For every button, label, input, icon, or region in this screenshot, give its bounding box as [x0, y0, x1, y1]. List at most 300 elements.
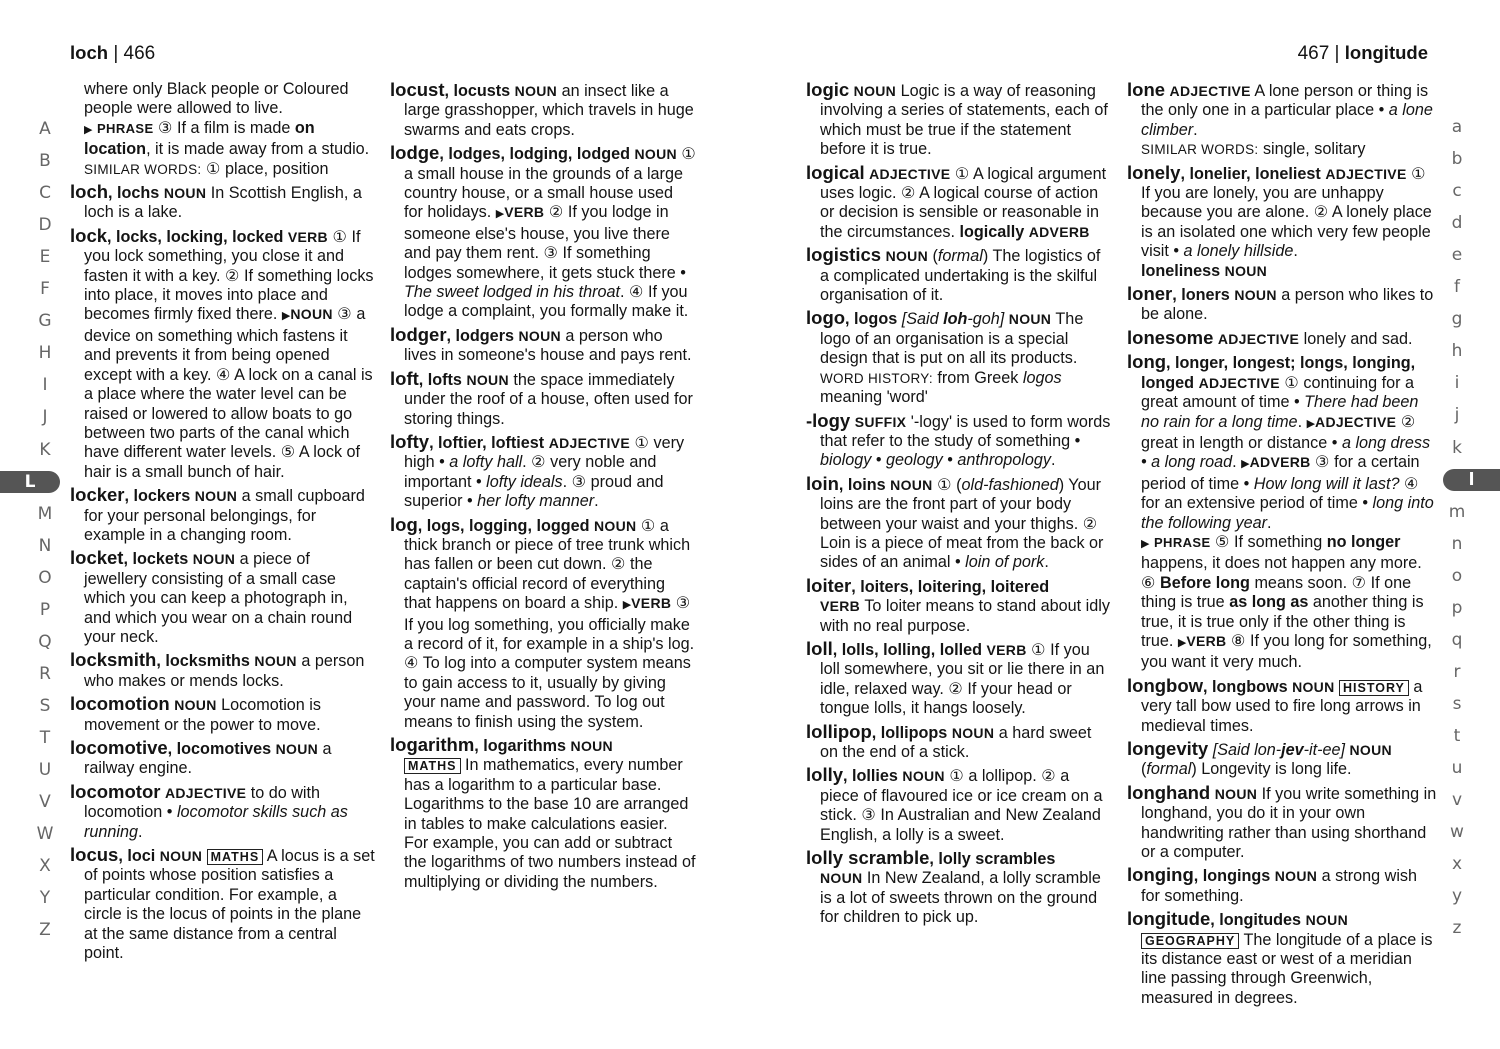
definition: ① a small house in the grounds of a large country house, or a small house used for holidays.	[404, 145, 696, 222]
thumb-index-letter-Z: Z	[39, 920, 51, 941]
pronunciation-stress: jev	[1281, 741, 1304, 759]
pos-label: NOUN	[159, 848, 203, 865]
example: long into the following year	[1141, 494, 1434, 532]
entry-logy	[806, 411, 1111, 471]
example: How long will it last?	[1253, 474, 1400, 493]
example: her lofty manner	[477, 492, 595, 511]
thumb-index-letter-W: W	[36, 824, 54, 845]
definition: a person who likes to be alone.	[1141, 286, 1434, 324]
phrase: Before long	[1160, 573, 1250, 592]
pos-label: VERB	[1186, 632, 1227, 649]
entry-longing	[1127, 865, 1437, 906]
forms: , lockets	[123, 550, 193, 569]
similar-words-list: ① place, position	[201, 159, 329, 178]
entry-loch	[70, 182, 375, 223]
headword: longhand	[1127, 781, 1211, 803]
thumb-index-letter-K: K	[39, 439, 51, 460]
entry-continuation	[70, 119, 375, 160]
triangle-icon: ▶	[1177, 636, 1187, 649]
thumb-index-letter-y: y	[1451, 886, 1463, 907]
entry-lollipop	[806, 722, 1111, 763]
headword: longitude	[1127, 908, 1211, 930]
column-2	[390, 80, 696, 892]
definition: a hard sweet on the end of a stick.	[820, 723, 1092, 761]
thumb-index-letter-d: d	[1451, 213, 1463, 234]
definition: In Scottish English, a loch is a lake.	[84, 184, 362, 222]
definition: ④ for an extensive period of time •	[1141, 474, 1419, 513]
definition: means soon. ⑦ If one thing is true	[1141, 573, 1412, 612]
entry-longevity: longevity [Said lon-jev-it-ee] NOUN (formal) Longevity is long life.	[1127, 738, 1392, 779]
triangle-icon: ▶	[1306, 417, 1316, 430]
forms: , loners	[1172, 286, 1235, 305]
headword: logic	[806, 79, 850, 100]
thumb-index-letter-B: B	[39, 151, 51, 172]
definition: Longevity is long life.	[1196, 760, 1352, 779]
pos-label: NOUN	[1274, 868, 1318, 885]
pos-label: NOUN	[174, 697, 217, 714]
definition: ① If you lock something, you close it and fasten it with a key. ② If something locks into place, it moves into place and becomes firmly fixed there.	[84, 227, 374, 324]
entry-logarithm	[390, 735, 696, 892]
thumb-index-letter-a: a	[1451, 117, 1463, 137]
thumb-index-letter-X: X	[39, 856, 51, 877]
thumb-index-letter-f: f	[1454, 277, 1460, 298]
headword: locomotive	[70, 737, 168, 758]
headword: loft	[390, 367, 419, 389]
forms: , lodges, lodging, lodged	[439, 145, 635, 164]
definition: ① a lollipop. ② a piece of flavoured ice or ice cream on a stick. ③ In Australian and New Zealand English, a lolly is a sweet.	[820, 767, 1103, 844]
forms: , longbows	[1203, 677, 1293, 696]
headword: lodge	[390, 142, 440, 164]
headword: locomotor	[70, 780, 161, 802]
definition: Your loins are the front part of your body between your waist and your thighs. ② Loin is a piece of meat from the back or sides of an animal •	[820, 475, 1104, 572]
subject-label: HISTORY	[1339, 680, 1409, 696]
thumb-index-letter-e: e	[1451, 245, 1463, 266]
entry-lock	[70, 226, 375, 482]
thumb-index-letter-M: M	[37, 503, 53, 524]
entry-loin: loin, loins NOUN ① (old-fashioned) Your loins are the front part of your body between your waist and your thighs. ② Loin is a piece of meat from the back or sides of an animal • loin of pork.	[806, 472, 1104, 572]
definition: The logo of an organisation is a special design that is put on all its products.	[820, 310, 1084, 368]
pos-label: NOUN	[594, 517, 637, 534]
punctuation: .	[594, 492, 599, 511]
headword: locomotion	[70, 693, 170, 715]
phrase: no longer	[1326, 532, 1401, 551]
definition: ⑤ If something	[1210, 532, 1327, 551]
pos-label: NOUN	[853, 83, 897, 99]
entry-logistics: logistics NOUN (formal) The logistics of a complicated undertaking is the skilful organisation of it.	[806, 244, 1101, 305]
running-head-left	[70, 42, 155, 65]
headword: locker	[70, 484, 125, 506]
separator: |	[113, 43, 124, 64]
forms: , lollies	[843, 767, 903, 786]
headword: logical	[806, 161, 865, 183]
pos-label: NOUN	[466, 371, 509, 388]
pos-label: ADJECTIVE	[1315, 413, 1397, 430]
forms: , lollipops	[871, 723, 952, 742]
pos-label: NOUN	[518, 327, 561, 344]
pos-label: ADJECTIVE	[548, 434, 630, 451]
forms: , logarithms	[474, 737, 571, 755]
headword: logistics	[806, 244, 882, 266]
headword: logo	[806, 307, 846, 329]
entry-lone	[1127, 80, 1437, 160]
entry-locomotion	[70, 694, 375, 735]
entry-longitude	[1127, 909, 1437, 1008]
thumb-index-letter-U: U	[38, 760, 52, 780]
entry-lodge	[390, 143, 696, 322]
definition: to do with locomotion •	[84, 783, 321, 822]
thumb-index-letter-b: b	[1451, 149, 1463, 170]
entry-longbow	[1127, 676, 1437, 736]
headword: locket	[70, 547, 124, 569]
definition: another thing is true, it is true only if the other thing is true.	[1141, 593, 1424, 650]
thumb-index-letter-V: V	[39, 792, 51, 813]
thumb-index-letter-H: H	[38, 343, 52, 364]
forms: , loci	[118, 847, 160, 866]
word-history-label: WORD HISTORY:	[820, 370, 933, 386]
headword: loiter	[806, 574, 852, 596]
thumb-index-letter-z: z	[1452, 918, 1462, 939]
thumb-index-letter-T: T	[39, 727, 51, 748]
running-head-right	[1298, 42, 1428, 65]
definition: The logistics of a complicated undertaking is the skilful organisation of it.	[820, 247, 1101, 305]
pos-label: NOUN	[1305, 912, 1348, 929]
thumb-index-letter-N: N	[38, 535, 52, 556]
pos-label: VERB	[986, 641, 1027, 658]
headword: loner	[1127, 283, 1173, 305]
forms: , logs, logging, logged	[417, 516, 594, 535]
thumb-index-letter-h: h	[1451, 341, 1463, 362]
entry-lolly	[806, 765, 1111, 845]
thumb-index-letter-G: G	[38, 311, 52, 332]
entry-lolly-scramble	[806, 848, 1111, 928]
definition: '-logy' is used to form words that refer to the study of something •	[820, 412, 1111, 450]
thumb-index-letter-u: u	[1451, 758, 1463, 778]
entry-locomotor	[70, 782, 375, 842]
similar-words-list: single, solitary	[1258, 140, 1366, 159]
entry-logical	[806, 163, 1111, 243]
entry-locksmith	[70, 650, 375, 691]
thumb-index-letter-r: r	[1453, 661, 1461, 682]
thumb-index-letter-F: F	[40, 279, 50, 300]
definition: Logic is a way of reasoning involving a series of statements, each of which must be true if the statement before it is true.	[820, 82, 1108, 159]
entry-loner	[1127, 284, 1437, 325]
thumb-index-letter-D: D	[38, 215, 52, 236]
phrase: on location	[84, 118, 315, 159]
punctuation: .	[1193, 120, 1198, 139]
headword: locust	[390, 79, 445, 100]
entry-lonesome	[1127, 328, 1437, 349]
thumb-index-letter-v: v	[1451, 790, 1463, 811]
thumb-index-letter-A: A	[39, 119, 51, 139]
definition: ③ a device on something which fastens it and prevents it from being opened except with a key. ④ A lock on a canal is a place where the water level can be raised or lowered to allow boats to go between two parts of the canal which have different water levels. ⑤ A lock of hair is a small bunch of hair.	[84, 305, 373, 481]
definition: happens, it does not happen any more. ⑥	[1141, 554, 1422, 592]
pos-label: NOUN	[514, 83, 558, 99]
definition: a strong wish for something.	[1141, 867, 1418, 905]
definition: ③ If a film is made	[153, 118, 295, 137]
column-3	[806, 80, 1111, 928]
punctuation: .	[1266, 513, 1272, 532]
definition: ① a thick branch or piece of tree trunk which has fallen or been cut down. ② the captain's official record of everything that happens on board a ship.	[404, 516, 691, 613]
definition: a person who makes or mends locks.	[84, 652, 365, 690]
pos-label: NOUN	[1008, 311, 1052, 328]
headword: lone	[1127, 79, 1166, 100]
pos-label: NOUN	[275, 741, 319, 757]
definition: . ② very noble and important •	[404, 453, 657, 491]
definition: ⑧ If you long for something, you want it very much.	[1141, 631, 1432, 672]
pronunciation: -it-ee]	[1303, 741, 1350, 759]
headword: locus	[70, 844, 119, 866]
definition: lonely and sad.	[1299, 329, 1413, 348]
headword: lolly scramble	[806, 847, 930, 869]
pos-label: ADJECTIVE	[1325, 165, 1407, 182]
example: a lofty hall	[449, 453, 523, 472]
pos-label: VERB	[504, 204, 545, 221]
pos-label: NOUN	[570, 738, 613, 754]
usage-label: formal	[1146, 760, 1192, 779]
definition: ① A logical argument uses logic. ② A logical course of action or decision is sensible or reasonable in the circumstances.	[820, 164, 1107, 241]
pos-label: NOUN	[1234, 287, 1277, 304]
similar-words-label: SIMILAR WORDS:	[84, 161, 202, 177]
example: loin of pork	[965, 553, 1045, 572]
headword: long	[1127, 351, 1167, 373]
punctuation: .	[1297, 412, 1303, 431]
pos-label: NOUN	[163, 185, 207, 202]
triangle-icon: ▶	[495, 208, 505, 221]
entry-logic	[806, 80, 1111, 160]
entry-lonely	[1127, 163, 1437, 281]
punctuation: .	[1232, 453, 1237, 472]
thumb-index-letter-O: O	[38, 567, 52, 588]
definition: ① continuing for a great amount of time •	[1141, 373, 1415, 412]
usage-label: formal	[937, 247, 983, 266]
definition: a person who lives in someone's house and pays rent.	[404, 326, 692, 365]
similar-words-label: SIMILAR WORDS:	[1141, 142, 1259, 158]
pronunciation: -goh]	[967, 310, 1009, 329]
thumb-index-letter-S: S	[39, 695, 51, 716]
thumb-index-letter-Y: Y	[39, 888, 51, 909]
headword: lolly	[806, 764, 844, 786]
forms: , locksmiths	[156, 652, 255, 671]
pos-label: PHRASE	[1153, 534, 1211, 550]
example: a lone climber	[1141, 101, 1433, 139]
definition: Locomotion is movement or the power to move.	[84, 696, 321, 734]
pos-label: PHRASE	[96, 120, 154, 136]
forms: , lolly scrambles	[929, 850, 1056, 869]
definition: a piece of jewellery consisting of a small case which you can keep a photograph in, and which you wear on a chain round your neck.	[84, 550, 353, 646]
subject-label: MATHS	[207, 849, 264, 865]
pronunciation: [Said	[901, 310, 944, 329]
forms: , lofts	[418, 370, 467, 389]
definition: In mathematics, every number has a logarithm to a particular base. Logarithms to the base 10 are arranged in tables to make calculations easier. For example, you can add or subtract the logarithms of two numbers instead of multiplying or dividing the numbers.	[404, 756, 696, 891]
thumb-index-letter-x: x	[1451, 854, 1463, 875]
thumb-index-letter-I: I	[42, 375, 48, 396]
page-number: 466	[123, 43, 156, 64]
triangle-icon: ▶	[1241, 458, 1250, 471]
pos-label: NOUN	[194, 488, 238, 505]
example: biology • geology • anthropology	[820, 451, 1051, 470]
derived-word: logically	[959, 222, 1025, 241]
thumb-index-letter-o: o	[1451, 565, 1463, 586]
pos-label: NOUN	[951, 724, 995, 741]
word-history: meaning 'word'	[820, 388, 928, 407]
entry-lodger	[390, 325, 696, 366]
punctuation: .	[1050, 451, 1056, 470]
pos-label: NOUN	[634, 146, 677, 163]
pos-label: NOUN	[254, 653, 297, 670]
guide-word: longitude	[1344, 42, 1428, 63]
thumb-index-letter-P: P	[39, 599, 51, 620]
thumb-index-letter-l: l	[1443, 469, 1500, 491]
thumb-index-letter-Q: Q	[38, 631, 52, 652]
thumb-index-letter-w: w	[1450, 822, 1464, 843]
derived-word: loneliness	[1141, 261, 1221, 280]
thumb-index-letter-L: L	[0, 471, 60, 493]
thumb-index-letter-k: k	[1452, 437, 1462, 458]
definition: If you write something in longhand, you do it in your own handwriting rather than using shorthand or a computer.	[1141, 784, 1437, 862]
definition: A locus is a set of points whose position satisfies a particular condition. For example, a circle is the locus of points in the plane at the same distance from a central point.	[84, 847, 375, 963]
thumb-index-letter-n: n	[1451, 533, 1463, 554]
headword: loin	[806, 472, 839, 494]
thumb-index-letter-s: s	[1452, 693, 1462, 714]
definition: ② great in length or distance •	[1141, 412, 1416, 452]
pos-label: NOUN	[902, 768, 945, 785]
phrase: as long as	[1229, 593, 1309, 612]
usage-label: old-fashioned	[961, 475, 1059, 494]
headword: -logy	[806, 409, 851, 431]
entry-loft	[390, 369, 696, 429]
entry-locomotive	[70, 738, 375, 779]
example: a long dress • a long road	[1141, 433, 1431, 472]
pos-label: VERB	[287, 228, 328, 245]
definition: a very tall bow used to fire long arrows in medieval times.	[1141, 677, 1423, 735]
column-4	[1127, 80, 1437, 1008]
triangle-icon: ▶	[281, 310, 291, 323]
thumb-index-letter-R: R	[39, 663, 51, 684]
definition: , it is made away from a studio.	[146, 140, 370, 159]
pos-label: VERB	[631, 595, 672, 612]
definition: an insect like a large grasshopper, which travels in huge swarms and eats crops.	[404, 82, 694, 139]
pos-label: NOUN	[820, 870, 863, 887]
pos-label: ADVERB	[1028, 223, 1090, 240]
thumb-index-letter-j: j	[1454, 405, 1460, 426]
definition: ① If you are lonely, you are unhappy because you are alone. ② A lonely place is an isolated one which very few people visit •	[1141, 164, 1432, 261]
entry-log	[390, 515, 696, 732]
pos-label: ADJECTIVE	[164, 784, 247, 801]
pos-label: SUFFIX	[854, 413, 907, 430]
forms: , loiters, loitering, loitered	[851, 577, 1050, 596]
headword: longbow	[1127, 674, 1204, 696]
headword: lofty	[390, 430, 430, 452]
definition: In New Zealand, a lolly scramble is a lot of sweets thrown on the ground for children to pick up.	[820, 869, 1101, 927]
forms: , logos	[845, 310, 902, 329]
definition: The longitude of a place is its distance east or west of a meridian line passing through Greenwich, measured in degrees.	[1141, 930, 1433, 1007]
definition: . ③ proud and superior •	[404, 472, 664, 511]
headword: lonely	[1127, 161, 1181, 183]
headword: logarithm	[390, 734, 475, 755]
thumb-index-letter-i: i	[1454, 373, 1460, 394]
pos-label: VERB	[820, 598, 861, 615]
headword: lock	[70, 224, 108, 246]
forms: , lochs	[108, 184, 164, 203]
definition: ① very high •	[404, 433, 685, 472]
pos-label: ADJECTIVE	[1169, 83, 1251, 99]
forms: , loins	[838, 475, 891, 494]
subject-label: MATHS	[404, 758, 461, 774]
entry-longhand	[1127, 783, 1437, 863]
thumb-index-letter-c: c	[1452, 181, 1462, 202]
triangle-icon: ▶	[1141, 537, 1150, 550]
headword: longevity	[1127, 738, 1209, 759]
triangle-icon: ▶	[622, 599, 632, 612]
page-number: 467	[1297, 43, 1330, 64]
example: a lonely hillside	[1183, 242, 1294, 261]
column-1	[70, 80, 375, 963]
similar-words	[70, 160, 375, 179]
headword: locksmith	[70, 649, 157, 671]
definition: . ④ If you lodge a complaint, you formally make it.	[404, 283, 689, 321]
definition: ③ for a certain period of time •	[1141, 453, 1420, 493]
forms: , loftier, loftiest	[429, 433, 549, 452]
definition: the space immediately under the roof of a house, often used for storing things.	[404, 370, 693, 428]
entry-continuation	[70, 80, 375, 119]
forms: , longer, longest; longs, longing, longed	[1141, 354, 1416, 392]
definition: ① If you loll somewhere, you sit or lie there in an idle, relaxed way. ② If your head or tongue lolls, it hangs loosely.	[820, 640, 1105, 718]
forms: , longings	[1193, 867, 1275, 886]
pos-label: NOUN	[885, 248, 928, 265]
thumb-index-letter-p: p	[1451, 597, 1463, 618]
entry-long	[1127, 352, 1437, 673]
subject-label: GEOGRAPHY	[1141, 933, 1239, 949]
entry-loiter	[806, 576, 1111, 636]
separator: |	[1334, 43, 1345, 64]
punctuation: .	[1044, 553, 1049, 572]
pos-label: NOUN	[192, 551, 236, 568]
definition: ② If you lodge in someone else's house, you live there and pay them rent. ③ If something lodges somewhere, it gets stuck there •	[404, 203, 686, 282]
pos-label: NOUN	[1292, 678, 1335, 695]
thumb-index-letter-m: m	[1448, 501, 1466, 522]
pos-label: NOUN	[1224, 262, 1268, 279]
pronunciation-stress: loh	[943, 310, 968, 329]
entry-lofty	[390, 432, 696, 512]
example: lofty ideals	[486, 472, 563, 491]
entry-locket	[70, 548, 375, 647]
punctuation: .	[138, 822, 143, 841]
forms: , lockers	[124, 487, 195, 506]
thumb-index-letter-J: J	[42, 407, 48, 428]
definition: where only Black people or Coloured people were allowed to live.	[84, 80, 349, 118]
entry-locust	[390, 80, 696, 140]
pos-label: ADVERB	[1249, 454, 1311, 471]
forms: , lolls, lolling, lolled	[832, 640, 987, 659]
thumb-index-letter-C: C	[39, 183, 51, 204]
triangle-icon: ▶	[84, 123, 93, 136]
example: The sweet lodged in his throat	[404, 283, 620, 302]
definition: ③ If you log something, you officially make a record of it, for example in a ship's log. ④ To log into a computer system means to gain access to it, usually by giving your name and password. To log out means to finish using the system.	[404, 594, 695, 731]
entry-locus	[70, 845, 375, 963]
pos-label: NOUN	[1349, 742, 1392, 758]
entry-logo	[806, 308, 1111, 407]
pos-label: ADJECTIVE	[1217, 330, 1300, 347]
word-history: from Greek	[932, 368, 1023, 387]
definition: a railway engine.	[84, 740, 332, 778]
pos-label: NOUN	[1214, 785, 1258, 802]
entry-loll	[806, 639, 1111, 719]
entry-locker	[70, 485, 375, 545]
headword: lonesome	[1127, 326, 1214, 348]
example: There had been no rain for a long time	[1141, 393, 1419, 431]
thumb-index-letter-g: g	[1451, 309, 1463, 330]
headword: loch	[70, 181, 109, 203]
